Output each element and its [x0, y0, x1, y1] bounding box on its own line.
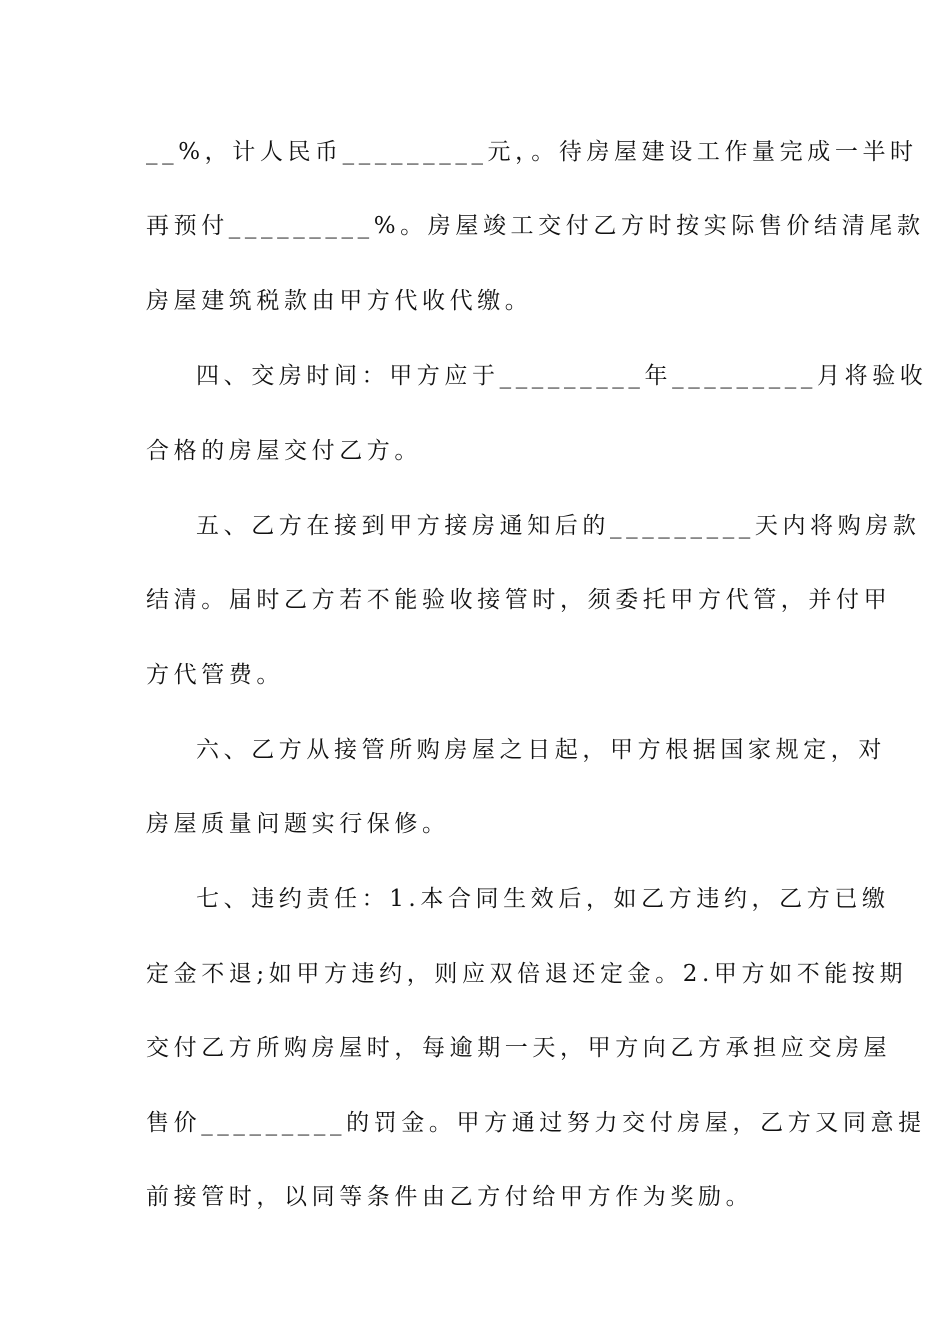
text-line: 方代管费。	[146, 662, 284, 688]
section-heading-line: 四、交房时间：甲方应于_________年_________月将验收	[196, 363, 928, 389]
text-line: 交付乙方所购房屋时，每逾期一天，甲方向乙方承担应交房屋	[146, 1035, 892, 1061]
text-line: 房屋建筑税款由甲方代收代缴。	[146, 288, 533, 314]
section-heading-line: 五、乙方在接到甲方接房通知后的_________天内将购房款	[196, 513, 921, 539]
section-heading-line: 七、违约责任：1.本合同生效后，如乙方违约，乙方已缴	[196, 886, 890, 912]
text-line: 再预付_________%。房屋竣工交付乙方时按实际售价结清尾款	[146, 213, 925, 239]
text-line: 结清。届时乙方若不能验收接管时，须委托甲方代管，并付甲	[146, 587, 892, 613]
section-heading-line: 六、乙方从接管所购房屋之日起，甲方根据国家规定，对	[196, 737, 886, 763]
text-line: 定金不退;如甲方违约，则应双倍退还定金。2.甲方如不能按期	[146, 961, 908, 987]
text-line: 前接管时，以同等条件由乙方付给甲方作为奖励。	[146, 1184, 754, 1210]
text-line: 售价_________的罚金。甲方通过努力交付房屋，乙方又同意提	[146, 1110, 926, 1136]
text-line: 房屋质量问题实行保修。	[146, 811, 450, 837]
text-line: __%，计人民币_________元，。待房屋建设工作量完成一半时	[146, 139, 918, 165]
text-line: 合格的房屋交付乙方。	[146, 438, 422, 464]
